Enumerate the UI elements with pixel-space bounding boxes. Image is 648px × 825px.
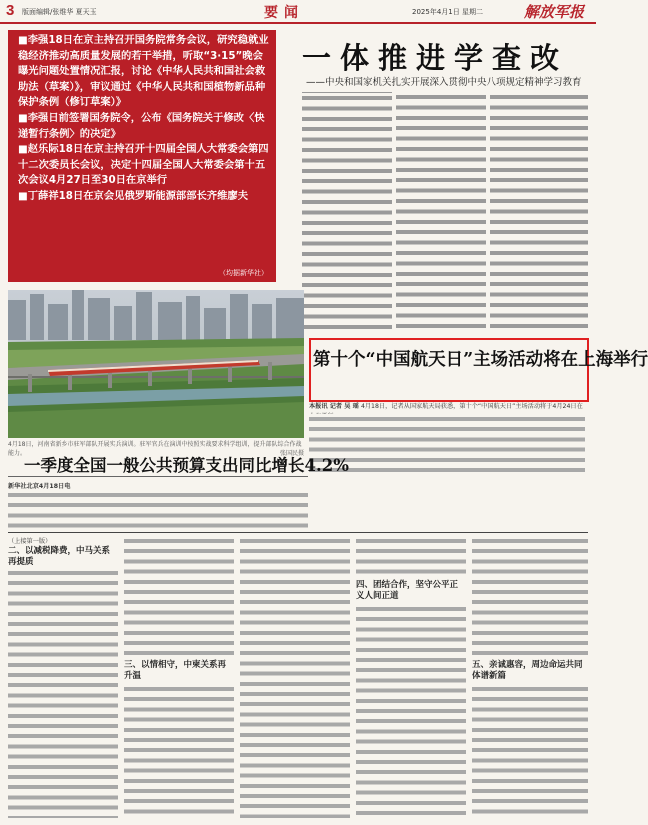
lead-item-3: ■赵乐际18日在京主持召开十四届全国人大常委会第四十二次委员长会议，决定十四届全国人大常委会第十五次会议4月27日至30日在京举行 bbox=[18, 143, 269, 187]
subhead-2-block bbox=[124, 660, 234, 682]
lower-col-2b bbox=[124, 684, 234, 818]
story2-text-lines bbox=[309, 414, 585, 472]
photo-caption-text: 4月18日，河南省新乡市驻军部队开展实兵演训。驻军官兵在演训中按照实战要求科学组训，提升部队综合作战能力。 bbox=[8, 441, 302, 457]
lead-items bbox=[18, 33, 270, 205]
lead-news-box bbox=[8, 30, 276, 282]
lower-col-3 bbox=[240, 536, 350, 818]
subhead-1: 二、以减税降费，中马关系再提质 bbox=[8, 546, 111, 567]
main-story-col-1 bbox=[302, 92, 392, 330]
story2-byline: 本报讯 记者 吴 瑶 bbox=[309, 403, 361, 410]
lower-col-1 bbox=[8, 568, 118, 818]
main-subheadline: ——中央和国家机关扎实开展深入贯彻中央八项规定精神学习教育 bbox=[306, 77, 582, 88]
story3-rule bbox=[8, 476, 308, 477]
main-story-col-2 bbox=[396, 92, 486, 330]
subhead-3-block bbox=[356, 580, 466, 602]
issue-date: 2025年4月1日 星期二 bbox=[412, 8, 483, 16]
lower-col-4a bbox=[356, 536, 466, 576]
subhead-4-block bbox=[472, 660, 588, 682]
masthead bbox=[0, 0, 596, 24]
story3-byline: 新华社北京4月18日电 bbox=[8, 483, 71, 490]
editors-line: 版面编辑/张维华 夏天玉 bbox=[22, 8, 97, 16]
lower-col-5a bbox=[472, 536, 588, 656]
subhead-4: 五、亲诚惠容，周边命运共同体谱新篇 bbox=[472, 660, 583, 681]
lead-item-2: ■李强日前签署国务院令，公布《国务院关于修改〈快递暂行条例〉的决定》 bbox=[18, 111, 265, 140]
news-photo bbox=[8, 290, 304, 438]
continued-label: （上接第一版） bbox=[8, 538, 52, 545]
section-rule bbox=[8, 532, 588, 533]
subhead-3: 四、团结合作，坚守公平正义人间正道 bbox=[356, 580, 459, 601]
story3-text-lines bbox=[8, 490, 308, 528]
lower-col-5b bbox=[472, 684, 588, 818]
lead-source: （均据新华社） bbox=[219, 269, 268, 277]
subhead-2: 三、以情相守，中柬关系再升温 bbox=[124, 660, 227, 681]
lower-col-2a bbox=[124, 536, 234, 656]
lead-item-1: ■李强18日在京主持召开国务院常务会议，研究稳就业稳经济推动高质量发展的若干举措，听取“3·15”晚会曝光问题处置情况汇报，讨论《中华人民共和国社会救助法（草案）》，审议通过《中华人民共和国植物新品种保护条例（修订草案）》 bbox=[18, 34, 269, 109]
section-title: 要闻 bbox=[264, 5, 304, 21]
story2-intro: 4月18日，记者从国家航天局获悉，第十个“中国航天日”主场活动将于4月24日在 bbox=[360, 403, 583, 410]
photo-credit: 张国民摄 bbox=[279, 450, 304, 457]
story2-headline: 第十个“中国航天日”主场活动将在上海举行 bbox=[313, 350, 648, 370]
story3-headline: 一季度全国一般公共预算支出同比增长4.2% bbox=[24, 456, 349, 475]
page-number: 3 bbox=[6, 2, 15, 19]
subhead-1-block bbox=[8, 546, 118, 566]
newspaper-logo: 解放军报 bbox=[524, 3, 585, 21]
main-story-col-3 bbox=[490, 92, 588, 330]
lower-col-4b bbox=[356, 604, 466, 818]
main-headline: 一体推进学查改 bbox=[302, 41, 569, 75]
lead-item-4: ■丁薛祥18日在京会见俄罗斯能源部部长齐维廖夫 bbox=[18, 189, 248, 202]
